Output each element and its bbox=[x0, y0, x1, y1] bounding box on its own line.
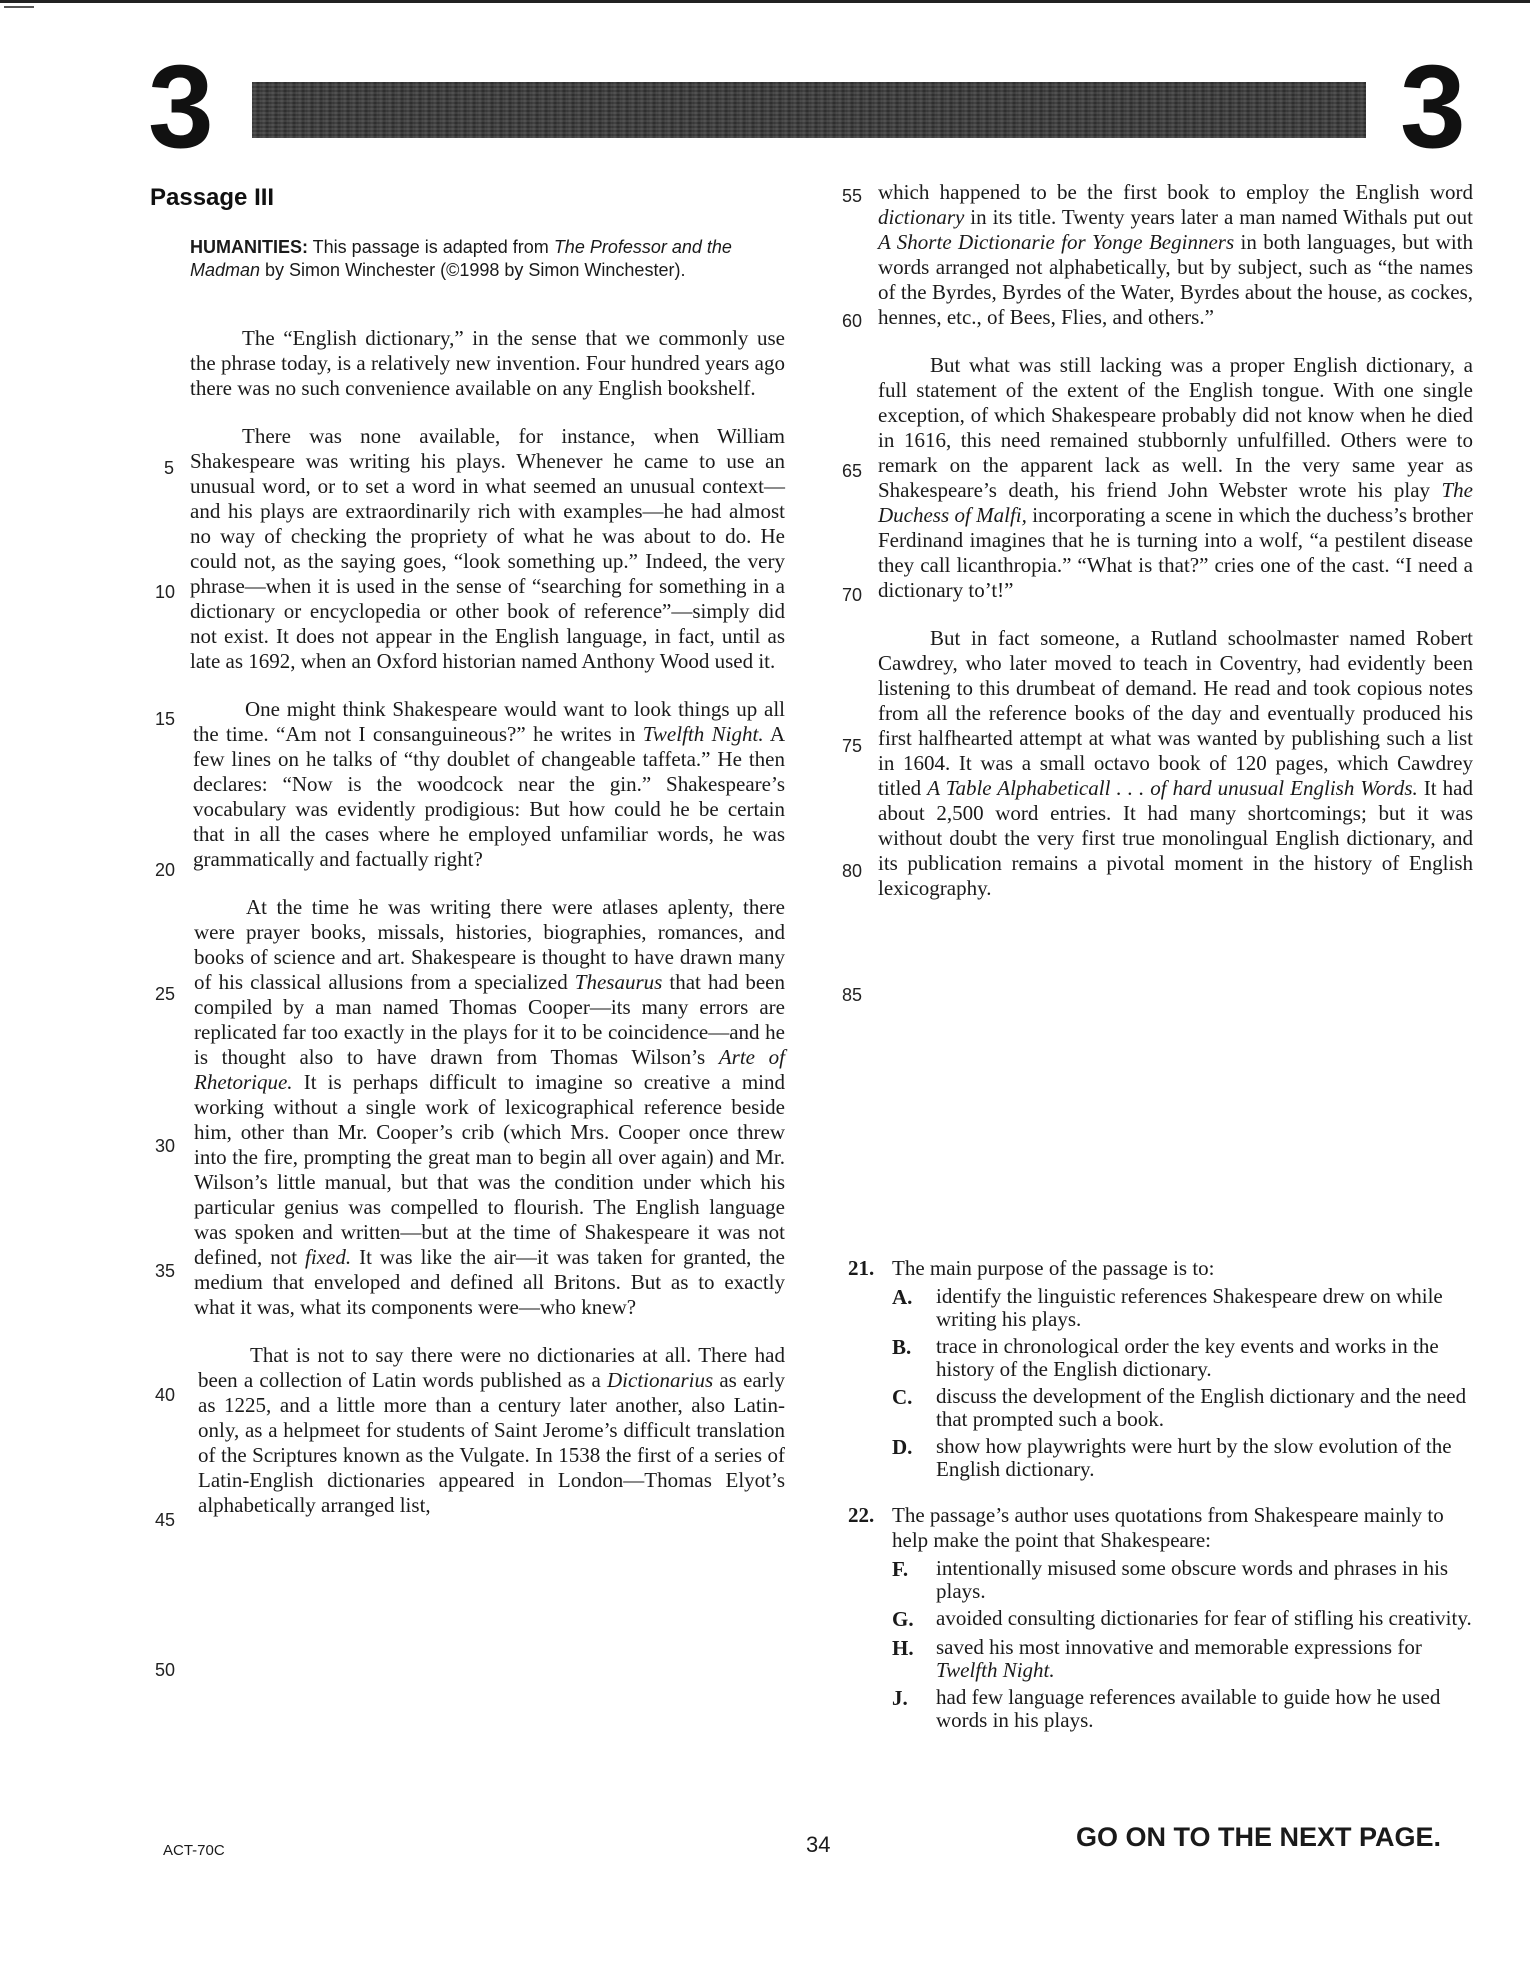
answer-option-f[interactable] bbox=[892, 1557, 1478, 1603]
passage-title: Passage III bbox=[150, 184, 275, 211]
paragraph-5-start bbox=[198, 1343, 785, 1518]
paragraph-5-end bbox=[878, 180, 1473, 330]
answer-option-d[interactable] bbox=[892, 1435, 1478, 1481]
p3-text-b: A few lines on he talks of “thy doublet of changeable taffeta.” He then declares: “Now is the woodcock near the gin.” Shakespeare’s vocabulary was evidently prodigious: But how could he be certain that in all the cases where he employed unfamiliar words, he was grammatically and factually right? bbox=[193, 722, 785, 871]
line-number-15: 15 bbox=[155, 709, 176, 729]
source-text-1: This passage is adapted from bbox=[308, 237, 554, 257]
passage-source-note bbox=[190, 236, 780, 282]
option-text: avoided consulting dictionaries for fear of stifling his creativity. bbox=[936, 1606, 1472, 1630]
option-letter: J. bbox=[892, 1686, 908, 1710]
paragraph-6-text bbox=[878, 353, 1473, 603]
option-letter: A. bbox=[892, 1285, 913, 1309]
option-letter: G. bbox=[892, 1607, 914, 1631]
option-text-italic: Twelfth Night. bbox=[936, 1658, 1055, 1682]
paragraph-2 bbox=[190, 424, 785, 674]
paragraph-5-end-text bbox=[878, 180, 1473, 330]
option-text: had few language references available to guide how he used words in his plays. bbox=[936, 1685, 1441, 1732]
line-number-20: 20 bbox=[155, 860, 176, 880]
source-category: HUMANITIES: bbox=[190, 237, 308, 257]
p4-italic-thesaurus: Thesaurus bbox=[574, 970, 663, 994]
p4-italic-arte: Arte of Rhetorique. bbox=[194, 1045, 785, 1094]
source-book-title: The Professor and the Madman bbox=[190, 237, 732, 280]
p5-text-e: in both languages, but with words arranged not alphabetically, but by subject, such as “the names of the Byrdes, Byrdes of the Water, Byrdes about the house, as cockes, hennes, etc., of Bees, Flies, and others.” bbox=[878, 230, 1474, 329]
p5-text-a: That is not to say there were no dictionaries at all. There had been a collection of Latin words published as a bbox=[198, 1343, 785, 1392]
option-letter: C. bbox=[892, 1385, 913, 1409]
question-22-stem bbox=[848, 1503, 1478, 1553]
p5-italic-dictionarius: Dictionarius bbox=[607, 1368, 714, 1392]
answer-option-g[interactable] bbox=[892, 1607, 1478, 1632]
option-letter: B. bbox=[892, 1335, 912, 1359]
option-text: identify the linguistic references Shakespeare drew on while writing his plays. bbox=[936, 1284, 1443, 1331]
p5-italic-dictionary: dictionary bbox=[878, 205, 965, 229]
p5-text-d: in its title. Twenty years later a man named Withals put out bbox=[964, 205, 1473, 229]
option-letter: F. bbox=[892, 1557, 909, 1581]
question-22 bbox=[848, 1503, 1478, 1732]
p7-text-a: But in fact someone, a Rutland schoolmaster named Robert Cawdrey, who later moved to teach in Coventry, had evidently been listening to this drumbeat of demand. He read and took copious notes from all the reference books of the day and eventually produced his first halfhearted attempt at what was wanted by publishing such a list in 1604. It was a small octavo book of 120 pages, which Cawdrey titled bbox=[878, 626, 1473, 800]
line-number-60: 60 bbox=[842, 311, 863, 331]
p4-italic-fixed: fixed. bbox=[305, 1245, 352, 1269]
option-text: discuss the development of the English dictionary and the need that prompted such a book. bbox=[936, 1384, 1467, 1431]
answer-option-b[interactable] bbox=[892, 1335, 1478, 1381]
p7-text-b: It had about 2,500 word entries. It had many shortcomings; but it was without doubt the very first true monolingual English dictionary, and its publication remains a pivotal moment in the history of English lexicography. bbox=[878, 776, 1473, 900]
paragraph-4-text bbox=[194, 895, 785, 1320]
paragraph-2-text: There was none available, for instance, when William Shakespeare was writing his plays. Whenever he came to use an unusual word, or to set a word in what seemed an unusual context—and his plays are extraordinarily rich with examples—he had almost no way of checking the propriety of what he was about to do. He could not, as the saying goes, “look something up.” Indeed, the very phrase—when it is used in the sense of “searching for something in a dictionary or encyclopedia or other book of reference”—simply did not exist. It does not appear in the English language, in fact, until as late as 1692, when an Oxford historian named Anthony Wood used it. bbox=[190, 424, 785, 673]
line-number-35: 35 bbox=[155, 1261, 176, 1281]
corner-mark bbox=[4, 6, 34, 8]
p6-text-a: But what was still lacking was a proper English dictionary, a full statement of the extent of the English tongue. With one single exception, of which Shakespeare probably did not know when he died in 1616, this need remained stubbornly unfulfilled. Others were to remark on the apparent lack as well. In the very same year as Shakespeare’s death, his friend John Webster wrote his play bbox=[878, 353, 1473, 502]
line-number-45: 45 bbox=[155, 1510, 176, 1530]
section-number-left: 3 bbox=[148, 41, 214, 173]
question-21 bbox=[848, 1256, 1478, 1481]
p5-text-c: which happened to be the first book to employ the English word bbox=[878, 180, 1473, 204]
paragraph-5-start-text bbox=[198, 1343, 785, 1518]
paragraph-3 bbox=[193, 697, 785, 872]
p5-italic-shorte: A Shorte Dictionarie for Yonge Beginners bbox=[878, 230, 1235, 254]
question-21-number: 21. bbox=[848, 1256, 875, 1280]
line-number-30: 30 bbox=[155, 1136, 176, 1156]
section-header-band bbox=[252, 82, 1366, 138]
paragraph-1-text: The “English dictionary,” in the sense that we commonly use the phrase today, is a relatively new invention. Four hundred years ago there was no such convenience available on any English bookshelf. bbox=[190, 326, 785, 400]
line-number-75: 75 bbox=[842, 736, 863, 756]
option-text bbox=[936, 1636, 1478, 1682]
right-column bbox=[878, 180, 1473, 901]
top-border-line bbox=[0, 0, 1530, 3]
answer-option-j[interactable] bbox=[892, 1686, 1478, 1732]
paragraph-3-text bbox=[193, 697, 785, 872]
p4-text-b: that had been compiled by a man named Thomas Cooper—its many errors are replicated far too exactly in the plays for it to be coincidence—and he is thought also to have drawn from Thomas Wilson’s bbox=[194, 970, 785, 1069]
option-text: trace in chronological order the key events and works in the history of the English dictionary. bbox=[936, 1334, 1439, 1381]
option-letter: D. bbox=[892, 1435, 913, 1459]
go-on-next-page-label: GO ON TO THE NEXT PAGE. bbox=[1076, 1822, 1442, 1852]
page-number: 34 bbox=[806, 1832, 831, 1857]
answer-option-a[interactable] bbox=[892, 1285, 1478, 1331]
line-number-5: 5 bbox=[164, 458, 175, 478]
p6-italic-duchess: The Duchess of Malfi, bbox=[878, 478, 1473, 527]
option-text: intentionally misused some obscure words and phrases in his plays. bbox=[936, 1556, 1449, 1603]
line-number-10: 10 bbox=[155, 582, 176, 602]
option-text-plain: saved his most innovative and memorable expressions for bbox=[936, 1635, 1422, 1659]
option-text: show how playwrights were hurt by the slow evolution of the English dictionary. bbox=[936, 1434, 1452, 1481]
line-number-65: 65 bbox=[842, 461, 863, 481]
p4-text-c: It is perhaps difficult to imagine so creative a mind working without a single work of lexicographical reference beside him, other than Mr. Cooper’s crib (which Mrs. Cooper once threw into the fire, prompting the great man to begin all over again) and Mr. Wilson’s little manual, but that was the condition under which his particular genius was compelled to flourish. The English language was spoken and written—but at the time of Shakespeare it was not defined, not bbox=[194, 1070, 785, 1269]
line-number-40: 40 bbox=[155, 1385, 176, 1405]
line-number-50: 50 bbox=[155, 1660, 176, 1680]
p4-text-d: It was like the air—it was taken for granted, the medium that enveloped and defined all Britons. But as to exactly what it was, what its components were—who knew? bbox=[194, 1245, 785, 1319]
p6-text-b: incorporating a scene in which the duchess’s brother Ferdinand imagines that he is turning into a wolf, “a pestilent disease they call licanthropia.” “What is that?” cries one of the cast. “I need a dictionary to’t!” bbox=[878, 503, 1473, 602]
paragraph-7-text bbox=[878, 626, 1473, 901]
question-22-number: 22. bbox=[848, 1503, 875, 1527]
question-block bbox=[848, 1256, 1478, 1752]
p3-text-a: One might think Shakespeare would want to look things up all the time. “Am not I consanguineous?” he writes in bbox=[193, 697, 785, 746]
option-letter: H. bbox=[892, 1636, 914, 1660]
question-22-text: The passage’s author uses quotations from Shakespeare mainly to help make the point that Shakespeare: bbox=[892, 1503, 1444, 1552]
p3-italic-title: Twelfth Night. bbox=[642, 722, 764, 746]
p5-text-b: as early as 1225, and a little more than a century later another, also Latin-only, as a helpmeet for students of Saint Jerome’s difficult translation of the Scriptures known as the Vulgate. In 1538 the first of a series of Latin-English dictionaries appeared in London—Thomas Elyot’s alphabetically arranged list, bbox=[198, 1368, 785, 1517]
section-number-right: 3 bbox=[1400, 41, 1466, 173]
p4-text-a: At the time he was writing there were atlases aplenty, there were prayer books, missals, histories, biographies, romances, and books of science and art. Shakespeare is thought to have drawn many of his classical allusions from a specialized bbox=[194, 895, 785, 994]
paragraph-6 bbox=[878, 353, 1473, 603]
answer-option-c[interactable] bbox=[892, 1385, 1478, 1431]
line-number-85: 85 bbox=[842, 985, 863, 1005]
answer-option-h[interactable] bbox=[892, 1636, 1478, 1682]
p7-italic-table: A Table Alphabeticall . . . of hard unusual English Words. bbox=[927, 776, 1418, 800]
form-code: ACT-70C bbox=[163, 1842, 225, 1859]
paragraph-1 bbox=[190, 326, 785, 401]
line-number-25: 25 bbox=[155, 984, 176, 1004]
line-number-70: 70 bbox=[842, 585, 863, 605]
line-number-80: 80 bbox=[842, 861, 863, 881]
question-21-stem bbox=[848, 1256, 1478, 1281]
line-number-55: 55 bbox=[842, 186, 863, 206]
paragraph-7 bbox=[878, 626, 1473, 901]
paragraph-4 bbox=[194, 895, 785, 1320]
source-text-2: by Simon Winchester (©1998 by Simon Winchester). bbox=[260, 260, 686, 280]
left-column bbox=[160, 326, 785, 1518]
question-21-text: The main purpose of the passage is to: bbox=[892, 1256, 1215, 1280]
